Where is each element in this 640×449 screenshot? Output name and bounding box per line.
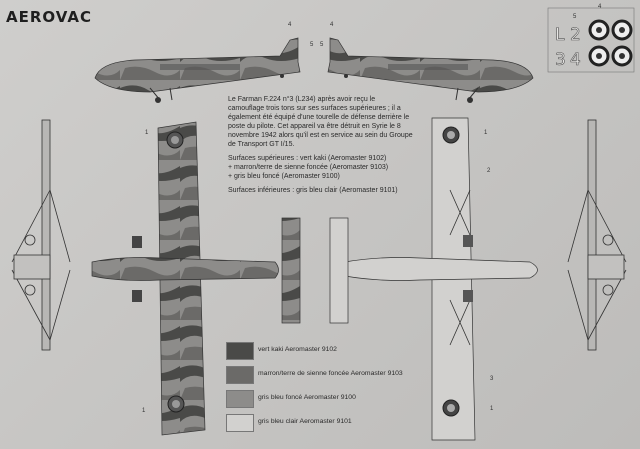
- callout-1-bottom: 1: [142, 408, 146, 414]
- decal-digit-4: 4: [570, 50, 581, 70]
- legend-swatch: [226, 342, 254, 360]
- callout-5-left: 5: [310, 42, 314, 48]
- upper-surfaces-title: Surfaces supérieures : vert kaki (Aeromaster 9102): [228, 155, 387, 162]
- legend-item: [226, 342, 446, 358]
- front-view-right: [568, 120, 626, 350]
- callout-4-decals: 4: [598, 4, 602, 10]
- legend-label: gris bleu foncé Aeromaster 9100: [258, 394, 356, 401]
- legend-item: [226, 366, 446, 382]
- aircraft-description: Le Farman F.224 n°3 (L234) après avoir reçu le camouflage trois tons sur ses surfaces supérieures ; il a également été équipé d'une tourelle de défense derrière le poste du pilote. Cet appareil va être détruit en Syrie le 8 novembre 1942 alors qu'il est en service au sein du Groupe de Transport GT I/15.: [228, 96, 413, 148]
- lower-surfaces-note: Surfaces inférieures : gris bleu clair (Aeromaster 9101): [228, 187, 398, 194]
- callout-1-underside-bottom: 1: [490, 406, 494, 412]
- callout-2: 2: [487, 168, 491, 174]
- callout-5-decals: 5: [573, 14, 577, 20]
- upper-surfaces-note: [228, 154, 413, 181]
- front-view-left: [12, 120, 70, 350]
- legend-label: marron/terre de sienne foncée Aeromaster 9103: [258, 370, 403, 377]
- legend-swatch: [226, 366, 254, 384]
- legend-item: [226, 414, 446, 430]
- upper-surfaces-color2: + marron/terre de sienne foncée (Aeromaster 9103): [228, 164, 389, 171]
- legend-swatch: [226, 390, 254, 408]
- upper-surfaces-color3: + gris bleu foncé (Aeromaster 9100): [228, 173, 340, 180]
- decal-digit-2: 2: [570, 25, 581, 45]
- decal-panel: [548, 8, 634, 72]
- brand-title: AEROVAC: [6, 8, 92, 26]
- decal-letter-l: L: [555, 25, 565, 45]
- legend-swatch: [226, 414, 254, 432]
- callout-4-left: 4: [288, 22, 292, 28]
- legend-label: gris bleu clair Aeromaster 9101: [258, 418, 352, 425]
- legend-item: [226, 390, 446, 406]
- callout-4-right: 4: [330, 22, 334, 28]
- callout-5-right: 5: [320, 42, 324, 48]
- side-view-left: [95, 38, 300, 103]
- callout-1-underside-top: 1: [484, 130, 488, 136]
- side-view-right: [328, 38, 533, 103]
- callout-3: 3: [490, 376, 494, 382]
- decal-digit-3: 3: [555, 50, 566, 70]
- callout-1-top: 1: [145, 130, 149, 136]
- legend-label: vert kaki Aeromaster 9102: [258, 346, 337, 353]
